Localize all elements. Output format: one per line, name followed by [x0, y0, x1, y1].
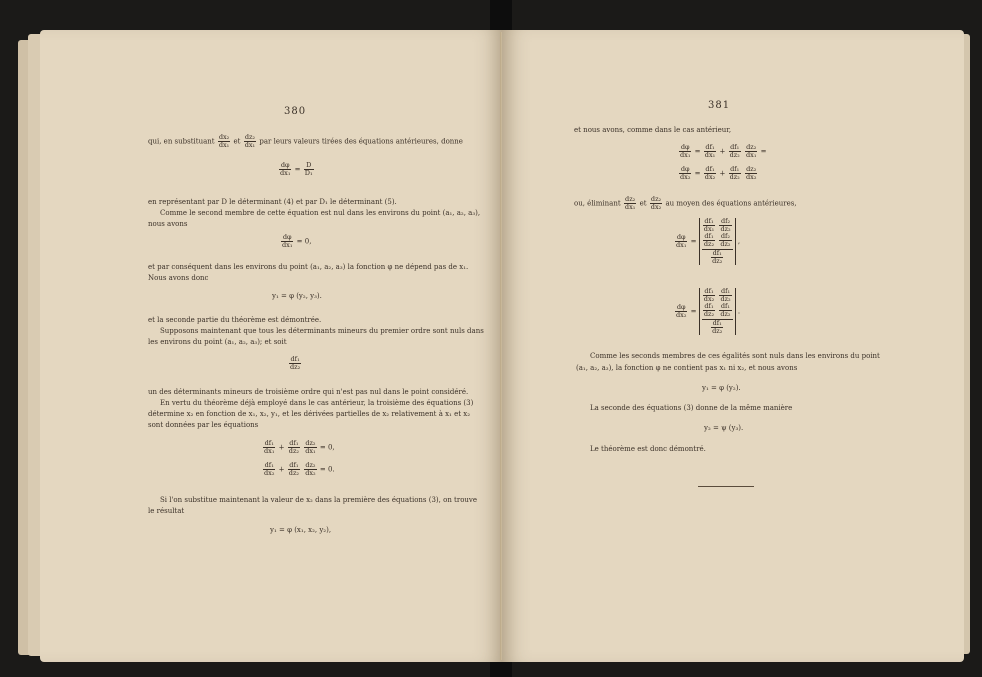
fraction: $\frac{\text{dz₂}}{\text{dx₁}}$: [244, 133, 256, 149]
text-line: Comme le second membre de cette équation est nul dans les environs du point (a₁, a₂, a₃),: [160, 209, 481, 217]
text-line: le résultat: [148, 507, 185, 515]
equation: $\frac{d\varphi}{\text{dx₂}}$ = $\frac{\text{df₁}}{\text{dx₂}}$ $\frac{\text{df₁}}{\text{dz₂}}$ $\frac{\text{df₁}}{\text{dz₂}}$ $\frac{\text{df₁}}{\text{dz₂}}$ $\frac{\text{df₁}}{\text{dz₂}}$ .: [676, 287, 741, 335]
text-line: en représentant par D le déterminant (4) et par D₁ le déterminant (5).: [148, 198, 397, 206]
page-number: 381: [708, 100, 731, 111]
left-page: [40, 30, 502, 662]
equation: $\frac{d\varphi}{\text{dx₁}}$ = $\frac{D}{\text{D₁}}$: [280, 161, 313, 177]
text-line: Si l'on substitue maintenant la valeur de x₂ dans la première des équations (3), on trouve: [160, 496, 478, 504]
section-divider: [698, 486, 754, 487]
equation: $\frac{\text{df₁}}{\text{dx₁}}$ + $\frac{\text{df₁}}{\text{dz₂}}$ $\frac{\text{dz₂}}{\text{dx₁}}$ = 0,: [264, 439, 335, 455]
text-line: et par conséquent dans les environs du point (a₁, a₂, a₃) la fonction φ ne dépend pas de x₁.: [148, 263, 469, 271]
text-line: En vertu du théorème déjà employé dans le cas antérieur, la troisième des équations (3): [160, 399, 474, 407]
equation: $\frac{d\varphi}{\text{dx₂}}$ = $\frac{\text{df₁}}{\text{dx₂}}$ + $\frac{\text{df₁}}{\text{dz₂}}$ $\frac{\text{dz₂}}{\text{dx₂}}$: [680, 165, 757, 181]
text-line: les environs du point (a₁, a₂, a₃); et soit: [148, 338, 287, 346]
text-line: (a₁, a₂, a₃), la fonction φ ne contient pas x₁ ni x₂, et nous avons: [576, 364, 798, 372]
text-line: Le théorème est donc démontré.: [590, 445, 706, 453]
text-line: et la seconde partie du théorème est démontrée.: [148, 316, 322, 324]
determinant: $\frac{\text{df₁}}{\text{dx₂}}$ $\frac{\text{df₁}}{\text{dz₂}}$ $\frac{\text{df₁}}{\text{dz₂}}$ $\frac{\text{df₁}}{\text{dz₂}}$ $\frac{\text{df₁}}{\text{dz₂}}$: [699, 288, 736, 335]
equation: y₁ = φ (y₂, y₃).: [272, 292, 322, 300]
text-line: nous avons: [148, 220, 188, 228]
text-line: sont données par les équations: [148, 421, 259, 429]
text-line: Supposons maintenant que tous les déterminants mineurs du premier ordre sont nuls dans: [160, 327, 484, 335]
determinant: $\frac{\text{df₁}}{\text{dx₁}}$ $\frac{\text{df₂}}{\text{dz₂}}$ $\frac{\text{df₁}}{\text{dz₂}}$ $\frac{\text{df₂}}{\text{dz₂}}$ $\frac{\text{df₁}}{\text{dz₂}}$: [699, 218, 736, 265]
equation: $\frac{d\varphi}{\text{dx₁}}$ = 0,: [282, 233, 312, 249]
equation: y₁ = φ (y₂).: [702, 384, 741, 392]
fraction: $\frac{\text{dx₂}}{\text{dx₁}}$: [218, 133, 230, 149]
text-line: détermine x₂ en fonction de x₁, x₂, y₁, et les dérivées partielles de x₂ relativement à x₁ et x₂: [148, 410, 471, 418]
equation: $\frac{\text{df₁}}{\text{dz₂}}$: [290, 355, 301, 371]
text-line: Nous avons donc: [148, 274, 209, 282]
equation: $\frac{\text{df₁}}{\text{dx₂}}$ + $\frac{\text{df₁}}{\text{dz₂}}$ $\frac{\text{dz₂}}{\text{dx₂}}$ = 0.: [264, 461, 335, 477]
equation: y₂ = ψ (y₃).: [704, 424, 744, 432]
page-number: 380: [284, 106, 307, 117]
book-clip-left: [490, 0, 512, 30]
text-line: ou, éliminant $\frac{\text{dz₂}}{\text{dx₁}}$ et $\frac{\text{dz₂}}{\text{dx₂}}$ au moyen des équations antérieures,: [574, 195, 797, 211]
equation: y₁ = φ (x₁, x₂, y₂),: [270, 526, 332, 534]
text-line: qui, en substituant $\frac{\text{dx₂}}{\text{dx₁}}$ et $\frac{\text{dz₂}}{\text{dx₁}}$ par leurs valeurs tirées des équations antérieures, donne: [148, 133, 463, 149]
equation: $\frac{d\varphi}{\text{dx₁}}$ = $\frac{\text{df₁}}{\text{dx₁}}$ $\frac{\text{df₂}}{\text{dz₂}}$ $\frac{\text{df₁}}{\text{dz₂}}$ $\frac{\text{df₂}}{\text{dz₂}}$ $\frac{\text{df₁}}{\text{dz₂}}$ ,: [676, 217, 741, 265]
equation: $\frac{d\varphi}{\text{dx₁}}$ = $\frac{\text{df₁}}{\text{dx₁}}$ + $\frac{\text{df₁}}{\text{dz₂}}$ $\frac{\text{dz₂}}{\text{dx₁}}$ =: [680, 143, 767, 159]
text-line: et nous avons, comme dans le cas antérieur,: [574, 126, 732, 134]
text-line: Comme les seconds membres de ces égalités sont nuls dans les environs du point: [590, 352, 880, 360]
text-line: La seconde des équations (3) donne de la même manière: [590, 404, 793, 412]
right-page: [502, 30, 964, 662]
text-line: un des déterminants mineurs de troisième ordre qui n'est pas nul dans le point considéré.: [148, 388, 469, 396]
